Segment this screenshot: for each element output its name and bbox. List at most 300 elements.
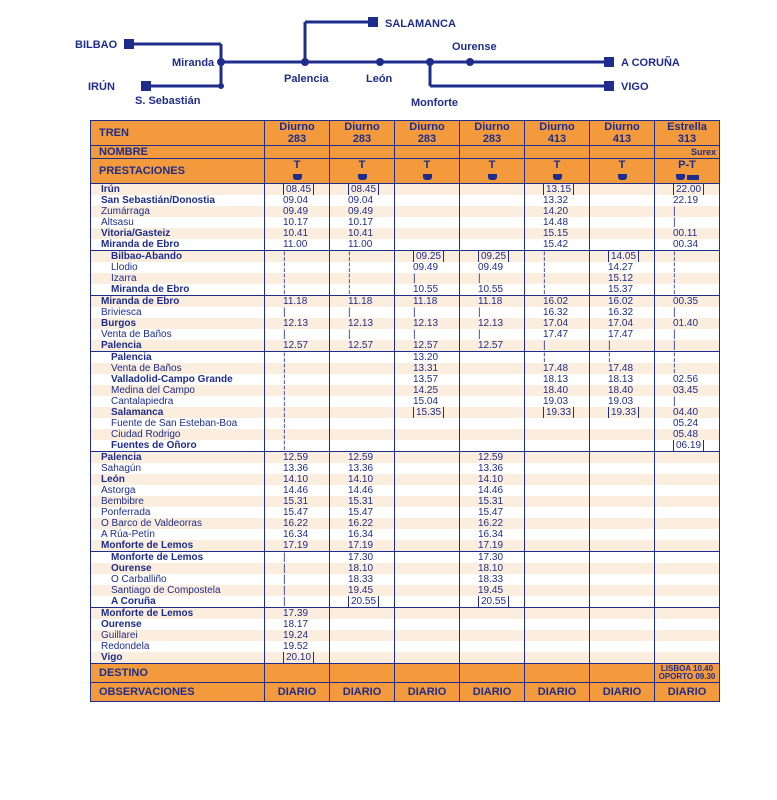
map-label-miranda: Miranda: [172, 57, 215, 69]
time-cell: 10.17: [330, 217, 395, 228]
time-cell: [525, 518, 590, 529]
time-cell: [525, 463, 590, 474]
time-cell: 12.13: [330, 318, 395, 329]
time-cell: ¦: [525, 251, 590, 263]
station-name: Fuentes de Oñoro: [91, 440, 265, 452]
time-cell: |: [655, 340, 720, 352]
time-cell: 15.12: [590, 273, 655, 284]
time-cell: 11.18: [460, 296, 525, 308]
time-cell: 05.48: [655, 429, 720, 440]
table-row: [91, 596, 720, 608]
table-row: [91, 396, 720, 407]
time-cell: 15.31: [330, 496, 395, 507]
map-label-coruna: A CORUÑA: [621, 57, 680, 69]
time-cell: [330, 619, 395, 630]
time-cell: 09.49: [330, 206, 395, 217]
time-cell: |: [265, 596, 330, 608]
time-cell: 15.37: [590, 284, 655, 296]
bilbao-terminal: [124, 39, 134, 49]
time-cell: [395, 563, 460, 574]
destino-label: DESTINO: [91, 664, 265, 683]
train-col-1: Diurno 283: [265, 121, 330, 146]
time-cell: [330, 363, 395, 374]
time-cell: |: [460, 329, 525, 340]
time-cell: 19.03: [590, 396, 655, 407]
station-name: Cantalapiedra: [91, 396, 265, 407]
table-row: [91, 418, 720, 429]
prest-6: T: [590, 159, 655, 184]
time-cell: |: [460, 273, 525, 284]
time-cell: [590, 239, 655, 251]
time-cell: ¦: [265, 352, 330, 364]
time-cell: 14.20: [525, 206, 590, 217]
time-cell: [655, 540, 720, 552]
station-name: Altsasu: [91, 217, 265, 228]
table-row: [91, 641, 720, 652]
time-cell: [330, 352, 395, 364]
time-cell: [655, 529, 720, 540]
map-label-sebastian: S. Sebastián: [135, 95, 201, 107]
time-cell: [460, 206, 525, 217]
time-cell: |: [265, 307, 330, 318]
time-cell: 14.10: [460, 474, 525, 485]
time-cell: [395, 630, 460, 641]
station-name: Bembibre: [91, 496, 265, 507]
time-cell: 17.39: [265, 608, 330, 620]
table-row: [91, 507, 720, 518]
time-cell: [525, 563, 590, 574]
time-cell: 11.18: [395, 296, 460, 308]
time-cell: 09.49: [265, 206, 330, 217]
time-cell: 08.45: [330, 184, 395, 196]
time-cell: 10.55: [395, 284, 460, 296]
station-name: Monforte de Lemos: [91, 552, 265, 564]
time-cell: [590, 418, 655, 429]
time-cell: 14.05: [590, 251, 655, 263]
time-cell: 15.04: [395, 396, 460, 407]
time-cell: [460, 652, 525, 664]
time-cell: [395, 552, 460, 564]
time-cell: 17.04: [590, 318, 655, 329]
time-cell: 15.47: [330, 507, 395, 518]
time-cell: 13.36: [460, 463, 525, 474]
prest-4: T: [460, 159, 525, 184]
time-cell: ¦: [330, 284, 395, 296]
time-cell: 16.34: [330, 529, 395, 540]
time-cell: [330, 608, 395, 620]
time-cell: [525, 452, 590, 464]
station-name: Fuente de San Esteban-Boa: [91, 418, 265, 429]
time-cell: 17.19: [265, 540, 330, 552]
time-cell: ¦: [330, 251, 395, 263]
time-cell: [395, 529, 460, 540]
time-cell: [590, 507, 655, 518]
time-cell: [395, 429, 460, 440]
time-cell: |: [525, 340, 590, 352]
train-col-2: Diurno 283: [330, 121, 395, 146]
station-name: Ourense: [91, 563, 265, 574]
destino-lisboa: LISBOA 10.40: [660, 664, 714, 673]
time-cell: 11.00: [330, 239, 395, 251]
time-cell: 12.59: [330, 452, 395, 464]
obs-4: DIARIO: [460, 683, 525, 702]
time-cell: [330, 418, 395, 429]
station-name: Ourense: [91, 619, 265, 630]
station-name: Burgos: [91, 318, 265, 329]
time-cell: 18.10: [460, 563, 525, 574]
station-name: Monforte de Lemos: [91, 608, 265, 620]
time-cell: [460, 440, 525, 452]
time-cell: [655, 574, 720, 585]
obs-6: DIARIO: [590, 683, 655, 702]
station-name: Monforte de Lemos: [91, 540, 265, 552]
time-cell: [525, 652, 590, 664]
time-cell: [330, 385, 395, 396]
time-cell: 18.40: [525, 385, 590, 396]
table-row: [91, 340, 720, 352]
time-cell: [655, 596, 720, 608]
header-prestaciones-row: [91, 159, 720, 184]
time-cell: [590, 619, 655, 630]
time-cell: 12.57: [330, 340, 395, 352]
map-label-leon: León: [366, 73, 393, 85]
station-name: O Carballiño: [91, 574, 265, 585]
obs-7: DIARIO: [655, 683, 720, 702]
time-cell: ¦: [330, 262, 395, 273]
time-cell: [395, 452, 460, 464]
time-cell: [655, 474, 720, 485]
time-cell: 20.55: [460, 596, 525, 608]
time-cell: 18.33: [460, 574, 525, 585]
time-cell: |: [655, 307, 720, 318]
time-cell: 04.40: [655, 407, 720, 418]
time-cell: 17.30: [330, 552, 395, 564]
time-cell: ¦: [265, 374, 330, 385]
station-name: Salamanca: [91, 407, 265, 418]
station-name: Ponferrada: [91, 507, 265, 518]
time-cell: 09.04: [330, 195, 395, 206]
time-cell: [460, 608, 525, 620]
time-cell: |: [265, 329, 330, 340]
time-cell: [525, 630, 590, 641]
table-row: [91, 619, 720, 630]
train-col-6: Diurno 413: [590, 121, 655, 146]
time-cell: ¦: [265, 418, 330, 429]
map-label-irun: IRÚN: [88, 81, 115, 93]
time-cell: 13.15: [525, 184, 590, 196]
station-name: Miranda de Ebro: [91, 296, 265, 308]
station-name: Ciudad Rodrigo: [91, 429, 265, 440]
station-name: León: [91, 474, 265, 485]
time-cell: [460, 630, 525, 641]
time-cell: [460, 396, 525, 407]
time-cell: 16.34: [265, 529, 330, 540]
table-row: [91, 385, 720, 396]
time-cell: 18.17: [265, 619, 330, 630]
time-cell: [395, 474, 460, 485]
time-cell: 08.45: [265, 184, 330, 196]
cafeteria-icon: [488, 174, 497, 180]
time-cell: 15.47: [460, 507, 525, 518]
time-cell: 06.19: [655, 440, 720, 452]
map-label-vigo: VIGO: [621, 81, 649, 93]
time-cell: 13.57: [395, 374, 460, 385]
time-cell: ¦: [265, 262, 330, 273]
cafeteria-icon: [423, 174, 432, 180]
time-cell: 15.35: [395, 407, 460, 418]
station-name: Medina del Campo: [91, 385, 265, 396]
time-cell: [460, 239, 525, 251]
time-cell: 16.22: [330, 518, 395, 529]
train-col-5: Diurno 413: [525, 121, 590, 146]
time-cell: 12.57: [395, 340, 460, 352]
time-cell: 17.04: [525, 318, 590, 329]
table-row: [91, 452, 720, 464]
destino-surex: [655, 664, 720, 683]
time-cell: [395, 619, 460, 630]
station-name: San Sebastián/Donostia: [91, 195, 265, 206]
time-cell: ¦: [655, 262, 720, 273]
table-row: [91, 284, 720, 296]
time-cell: [395, 574, 460, 585]
table-row: [91, 307, 720, 318]
time-cell: [655, 507, 720, 518]
time-cell: 10.41: [265, 228, 330, 239]
time-cell: 17.30: [460, 552, 525, 564]
prest-1: T: [265, 159, 330, 184]
station-name: Llodio: [91, 262, 265, 273]
time-cell: ¦: [525, 284, 590, 296]
time-cell: [590, 540, 655, 552]
station-name: Vitoria/Gasteiz: [91, 228, 265, 239]
header-tren-row: [91, 121, 720, 146]
obs-1: DIARIO: [265, 683, 330, 702]
time-cell: [330, 396, 395, 407]
time-cell: 05.24: [655, 418, 720, 429]
time-cell: 10.55: [460, 284, 525, 296]
time-cell: [525, 507, 590, 518]
time-cell: [460, 407, 525, 418]
time-cell: 15.47: [265, 507, 330, 518]
time-cell: [590, 641, 655, 652]
time-cell: 12.13: [265, 318, 330, 329]
coruna-terminal: [604, 57, 614, 67]
station-name: Miranda de Ebro: [91, 239, 265, 251]
time-cell: 17.19: [330, 540, 395, 552]
station-name: Venta de Baños: [91, 329, 265, 340]
table-row: [91, 463, 720, 474]
time-cell: [655, 619, 720, 630]
time-cell: |: [655, 217, 720, 228]
table-row: [91, 608, 720, 620]
time-cell: [395, 463, 460, 474]
time-cell: 02.56: [655, 374, 720, 385]
table-row: [91, 228, 720, 239]
time-cell: 15.42: [525, 239, 590, 251]
time-cell: [525, 596, 590, 608]
time-cell: 14.10: [265, 474, 330, 485]
time-cell: |: [655, 396, 720, 407]
time-cell: [590, 463, 655, 474]
timetable: [90, 120, 720, 702]
time-cell: [590, 529, 655, 540]
time-cell: [395, 228, 460, 239]
table-row: [91, 184, 720, 196]
time-cell: [330, 652, 395, 664]
table-row: [91, 318, 720, 329]
time-cell: 14.48: [525, 217, 590, 228]
time-cell: |: [265, 574, 330, 585]
time-cell: [395, 641, 460, 652]
time-cell: ¦: [655, 363, 720, 374]
time-cell: |: [265, 585, 330, 596]
table-row: [91, 563, 720, 574]
timetable-body: [91, 184, 720, 664]
time-cell: 14.27: [590, 262, 655, 273]
time-cell: [525, 619, 590, 630]
tren-label: TREN: [91, 121, 265, 146]
time-cell: 17.48: [525, 363, 590, 374]
station-name: Irún: [91, 184, 265, 196]
time-cell: |: [460, 307, 525, 318]
time-cell: [590, 552, 655, 564]
table-row: [91, 496, 720, 507]
surex-name: Surex: [655, 146, 720, 159]
time-cell: [590, 485, 655, 496]
table-row: [91, 296, 720, 308]
station-name: Valladolid-Campo Grande: [91, 374, 265, 385]
time-cell: |: [395, 307, 460, 318]
obs-3: DIARIO: [395, 683, 460, 702]
time-cell: 12.59: [460, 452, 525, 464]
time-cell: [460, 217, 525, 228]
time-cell: [525, 608, 590, 620]
time-cell: |: [330, 329, 395, 340]
time-cell: ¦: [265, 363, 330, 374]
prest-7: P-T: [655, 159, 720, 184]
time-cell: [655, 608, 720, 620]
time-cell: 13.31: [395, 363, 460, 374]
time-cell: 10.41: [330, 228, 395, 239]
time-cell: [655, 641, 720, 652]
train-col-4: Diurno 283: [460, 121, 525, 146]
time-cell: 16.34: [460, 529, 525, 540]
time-cell: ¦: [265, 407, 330, 418]
time-cell: 13.20: [395, 352, 460, 364]
time-cell: [330, 630, 395, 641]
table-row: [91, 407, 720, 418]
time-cell: [655, 630, 720, 641]
time-cell: 19.24: [265, 630, 330, 641]
time-cell: 03.45: [655, 385, 720, 396]
time-cell: [525, 474, 590, 485]
table-row: [91, 529, 720, 540]
time-cell: 10.17: [265, 217, 330, 228]
header-nombre-row: [91, 146, 720, 159]
time-cell: |: [265, 552, 330, 564]
time-cell: ¦: [525, 352, 590, 364]
time-cell: [655, 563, 720, 574]
time-cell: 14.46: [460, 485, 525, 496]
time-cell: 18.40: [590, 385, 655, 396]
time-cell: [655, 652, 720, 664]
time-cell: [525, 552, 590, 564]
time-cell: 12.13: [395, 318, 460, 329]
time-cell: |: [395, 273, 460, 284]
station-name: Izarra: [91, 273, 265, 284]
time-cell: [460, 641, 525, 652]
time-cell: 00.34: [655, 239, 720, 251]
time-cell: 18.13: [590, 374, 655, 385]
station-name: O Barco de Valdeorras: [91, 518, 265, 529]
time-cell: [590, 195, 655, 206]
time-cell: [460, 429, 525, 440]
obs-2: DIARIO: [330, 683, 395, 702]
time-cell: [525, 485, 590, 496]
cafeteria-icon: [676, 174, 685, 180]
time-cell: 17.47: [525, 329, 590, 340]
time-cell: |: [655, 206, 720, 217]
time-cell: |: [330, 307, 395, 318]
train-col-7: Estrella 313: [655, 121, 720, 146]
station-name: Astorga: [91, 485, 265, 496]
cafeteria-icon: [293, 174, 302, 180]
time-cell: [590, 518, 655, 529]
time-cell: [590, 206, 655, 217]
map-label-monforte: Monforte: [411, 97, 459, 109]
time-cell: [460, 352, 525, 364]
map-label-ourense: Ourense: [452, 41, 497, 53]
time-cell: [330, 641, 395, 652]
time-cell: 22.00: [655, 184, 720, 196]
time-cell: ¦: [525, 262, 590, 273]
time-cell: 11.00: [265, 239, 330, 251]
time-cell: 13.32: [525, 195, 590, 206]
table-row: [91, 540, 720, 552]
table-row: [91, 329, 720, 340]
time-cell: ¦: [655, 352, 720, 364]
time-cell: [590, 440, 655, 452]
time-cell: [525, 540, 590, 552]
time-cell: [525, 496, 590, 507]
table-row: [91, 352, 720, 364]
table-row: [91, 485, 720, 496]
time-cell: 22.19: [655, 195, 720, 206]
time-cell: |: [590, 340, 655, 352]
time-cell: [330, 440, 395, 452]
time-cell: 19.45: [330, 585, 395, 596]
time-cell: |: [265, 563, 330, 574]
time-cell: [395, 217, 460, 228]
time-cell: [525, 641, 590, 652]
table-row: [91, 206, 720, 217]
time-cell: 18.13: [525, 374, 590, 385]
train-col-3: Diurno 283: [395, 121, 460, 146]
time-cell: [395, 585, 460, 596]
time-cell: [395, 518, 460, 529]
time-cell: [590, 474, 655, 485]
cafeteria-icon: [358, 174, 367, 180]
time-cell: [460, 374, 525, 385]
time-cell: [395, 485, 460, 496]
time-cell: 19.52: [265, 641, 330, 652]
time-cell: [460, 228, 525, 239]
time-cell: [590, 652, 655, 664]
station-name: Palencia: [91, 452, 265, 464]
destino-oporto: OPORTO 09.30: [658, 672, 716, 681]
destino-row: [91, 664, 720, 683]
observaciones-row: [91, 683, 720, 702]
